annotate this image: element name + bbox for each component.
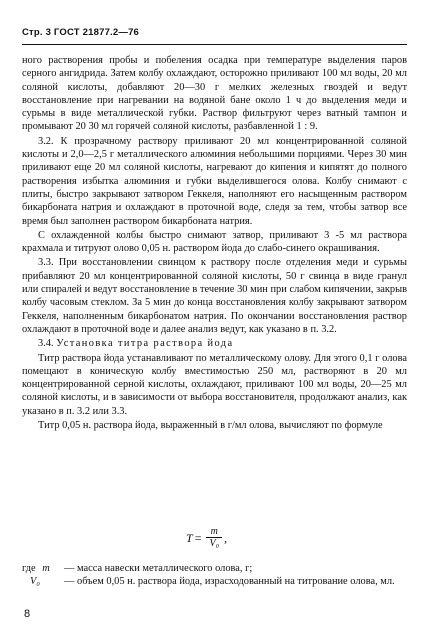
paragraph: С охлажденной колбы быстро снимают затвор, приливают 3 -5 мл раствора крахмала и титруют олово 0,05 н. раствором йода до слабо-синего окрашивания. (22, 229, 407, 255)
legend-intro: где (22, 563, 36, 574)
section-heading-3-4 (22, 337, 407, 350)
formula-numerator: m (210, 526, 218, 537)
paragraph-3-2: 3.2. К прозрачному раствору приливают 20 мл концентрированной соляной кислоты и 2,0—2,5 г металлического алюминия небольшими порциями. Через 30 мин приливают еще 20 мл соляной кислоты, нагревают до кипения и кипятят до полного растворения избытка алюминия и губки выделившегося олова. Колбу снимают с плиты, быстро закрывают затвором Геккеля, наполняют его насыщенным раствором бикарбоната натрия и охлаждают в проточной воде, следя за тем, чтобы затвор все время был заполнен раствором бикарбоната натрия. (22, 135, 407, 227)
page-header: Стр. 3 ГОСТ 21877.2—76 (22, 27, 140, 38)
legend-symbol: m (42, 563, 50, 574)
page-number: 8 (24, 608, 31, 620)
paragraph-3-3: 3.3. При восстановлении свинцом к раствору после отделения меди и сурьмы прибавляют 20 мл концентрированной соляной кислоты, 50 г свинца в виде гранул или спиралей и ведут восстановление в течение 30 мин при слабом кипячении, закрыв колбу часовым стеклом. За 5 мин до конца восстановления колбу закрывают затвором Геккеля, наполненным бикарбонатом натрия. По окончании восстановления раствор охлаждают в проточной воде и далее анализ ведут, как указано в п. 3.2. (22, 257, 407, 335)
titer-formula (186, 523, 227, 553)
legend-dash: — (64, 563, 75, 574)
legend-symbol: V₀ (30, 576, 40, 587)
legend-dash: — (64, 576, 75, 587)
legend-text: масса навески металлического олова, г; (77, 563, 253, 574)
legend-item (22, 575, 407, 588)
formula-legend (22, 562, 407, 588)
formula-lhs: T (186, 530, 193, 545)
formula-denominator: V₀ (206, 537, 222, 550)
document-body (22, 54, 407, 432)
paragraph: Титр раствора йода устанавливают по металлическому олову. Для этого 0,1 г олова помещают в коническую колбу вместимостью 250 мл, растворяют в 20 мл концентрированной серной кислоты, охлаждают, приливают 100 мл воды, 20—25 мл соляной кислоты, и в зависимости от выбора восстановителя, продолжают анализ, как указано в п. 3.2 или 3.3. (22, 352, 407, 417)
paragraph: ного растворения пробы и побеления осадка при температуре выделения паров серного ангидрида. Затем колбу охлаждают, осторожно приливают 100 мл воды, 20 мл соляной кислоты, добавляют 20—30 г мелких железных гвоздей и ведут восстановление при нагревании на водяной бане около 1 ч до выделения меди и сурьмы в виде металлической губки. Раствор фильтруют через ватный тампон и промывают 20 30 мл горячей соляной кислоты, разбавленной 1 : 9. (22, 55, 407, 133)
legend-text: объем 0,05 н. раствора йода, израсходованный на титрование олова, мл. (77, 576, 395, 587)
paragraph: Титр 0,05 н. раствора йода, выраженный в г/мл олова, вычисляют по формуле (38, 420, 383, 432)
section-number: 3.4. (38, 338, 54, 350)
header-rule (22, 44, 407, 45)
legend-item (22, 562, 407, 575)
formula-comma: , (224, 530, 228, 545)
formula-fraction (206, 526, 222, 550)
formula-equals: = (194, 530, 202, 545)
section-title: Установка титра раствора йода (56, 338, 234, 350)
